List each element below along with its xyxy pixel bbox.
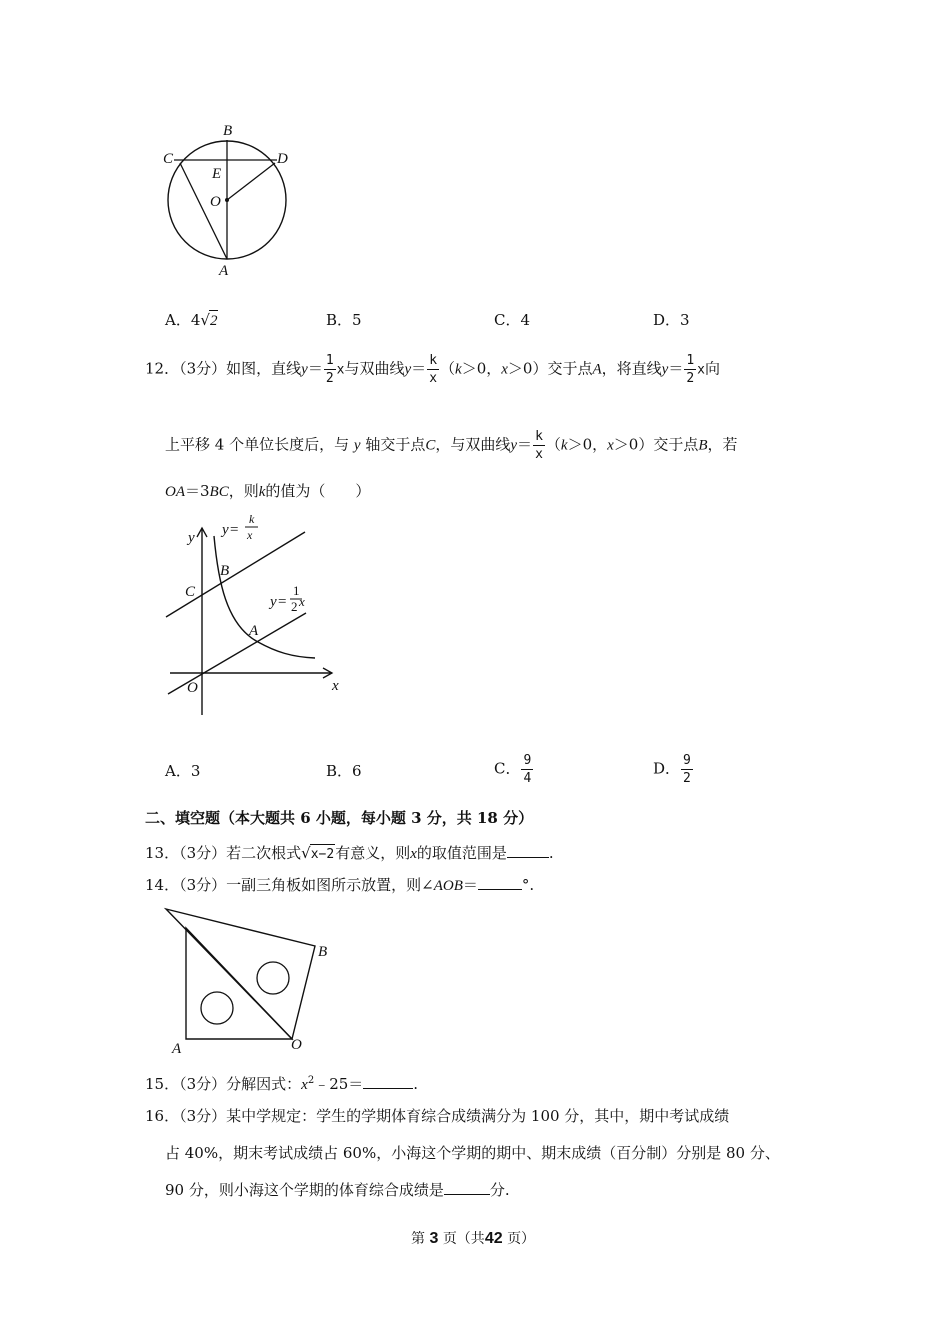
triangle-30-60 (166, 909, 315, 1039)
footer-mid: 页（共 (442, 1231, 485, 1247)
var-y: y (661, 361, 669, 378)
fraction-half (324, 352, 336, 387)
q12-text-ruo: ，若 (707, 435, 738, 454)
var-k: k (258, 484, 266, 500)
q14 (145, 875, 534, 896)
fraction-9-2 (681, 752, 693, 787)
axis-x-label: x (332, 678, 339, 694)
q12-line2 (165, 428, 738, 463)
frac-num: 9 (523, 753, 532, 768)
q13-answer-blank[interactable] (507, 857, 549, 858)
var-y: y (510, 437, 518, 454)
option-a-coef: 4 (190, 311, 201, 329)
q15 (145, 1071, 418, 1095)
line-label-x: x (299, 594, 305, 609)
q12-eq-3: ＝3 (185, 482, 210, 500)
sqrt-icon: √ (200, 311, 210, 329)
q12-line2-b: 轴交于点 (365, 435, 426, 454)
q15-number: 15． (145, 1075, 180, 1093)
eq-sign: ＝ (462, 876, 478, 894)
eq-sign: ＝ (411, 359, 427, 378)
q13-pre: （3分）若二次根式 (179, 844, 302, 862)
var-x: x (301, 1077, 308, 1093)
q12-option-c (494, 752, 534, 787)
q16-line1 (145, 1106, 729, 1126)
q15-post: ﹣25＝ (314, 1075, 364, 1093)
option-c-label: C． (494, 759, 521, 778)
line-label-den: 2 (291, 599, 298, 614)
var-k: k (560, 437, 568, 454)
option-a-label: A． (165, 311, 191, 329)
point-c: C (425, 437, 436, 454)
cond-mid: ＞0， (461, 359, 502, 378)
q16-text-3: 90 分，则小海这个学期的体育综合成绩是 (165, 1181, 444, 1199)
triangle-hole-2 (257, 962, 289, 994)
q15-end: . (413, 1075, 419, 1093)
paren-open: （ (545, 435, 561, 454)
footer-page-number: 3 (429, 1230, 439, 1247)
q12-graph-figure (160, 510, 360, 720)
option-a-radicand: 2 (209, 310, 219, 331)
q15-pre: （3分）分解因式： (179, 1075, 302, 1093)
footer-pre: 第 (411, 1231, 425, 1247)
q16-line3 (165, 1180, 510, 1200)
frac-den: 4 (523, 771, 532, 786)
q12-text-1: （3分）如图，直线 (179, 359, 302, 378)
q11-option-c: C．4 (494, 311, 531, 329)
q12-line3 (165, 481, 370, 502)
q12-line1 (145, 352, 720, 387)
label-b: B (223, 123, 233, 139)
frac-num: k (535, 429, 543, 444)
label-a: A (219, 263, 229, 279)
fraction-half (684, 352, 696, 387)
angle-aob: AOB (433, 878, 463, 894)
var-y: y (404, 361, 412, 378)
q12-line2-a: 上平移 4 个单位长度后，与 (165, 435, 350, 454)
var-x: x (336, 362, 345, 378)
point-a: A (592, 361, 602, 378)
q14-triangle-figure (160, 904, 340, 1056)
var-x: x (607, 437, 614, 454)
q16-number: 16． (145, 1107, 180, 1125)
q12-text-2: 与双曲线 (344, 359, 405, 378)
q12-option-b: B．6 (326, 762, 362, 780)
q16-line2: 占 40%，期末考试成绩占 60%，小海这个学期的期中、期末成绩（百分制）分别是 80 分、 (165, 1144, 780, 1162)
line-label-y: y (270, 594, 277, 610)
label-b: B (318, 944, 328, 960)
q14-number: 14． (145, 876, 180, 894)
q13-mid: 有意义，则 (335, 844, 411, 862)
frac-num: 9 (683, 753, 691, 768)
label-e: E (212, 166, 222, 182)
cond-end: ＞0）交于点 (507, 359, 593, 378)
exponent: 2 (307, 1075, 315, 1086)
origin-label: O (187, 680, 198, 696)
point-c-label: C (185, 584, 196, 600)
sqrt-icon: √ (301, 844, 311, 862)
segment-oa: OA (165, 484, 185, 500)
paren-open: （ (440, 359, 456, 378)
eq-sign: ＝ (307, 359, 323, 378)
q15-answer-blank[interactable] (363, 1088, 413, 1089)
frac-den: x (429, 371, 438, 386)
label-d: D (277, 151, 288, 167)
frac-den: x (535, 447, 543, 462)
fraction-k-over-x (427, 352, 439, 387)
hyper-label-x: x (247, 528, 253, 542)
cond-end: ＞0）交于点 (613, 435, 699, 454)
var-x: x (697, 362, 705, 378)
frac-num: k (429, 353, 438, 368)
q16-text-1: （3分）某中学规定：学生的学期体育综合成绩满分为 100 分，其中，期中考试成绩 (179, 1107, 730, 1125)
q13 (145, 843, 554, 865)
line-label-eq: = (278, 594, 287, 610)
q12-line2-c: ，与双曲线 (435, 435, 511, 454)
label-o: O (210, 194, 221, 210)
q12-text-ze: ，则 (228, 482, 259, 500)
frac-num: 1 (325, 353, 334, 368)
frac-den: 2 (325, 371, 334, 386)
q11-option-a (165, 310, 218, 331)
radius-od (227, 163, 275, 200)
frac-den: 2 (686, 371, 695, 386)
point-b-label: B (220, 563, 230, 579)
point-a-label: A (249, 623, 259, 639)
label-a: A (172, 1041, 182, 1056)
q14-answer-blank[interactable] (478, 889, 522, 890)
label-c: C (163, 151, 174, 167)
hyper-label-k: k (249, 512, 255, 526)
q12-text-3: ，将直线 (601, 359, 662, 378)
frac-den: 2 (683, 771, 691, 786)
q14-pre: （3分）一副三角板如图所示放置，则∠ (179, 876, 434, 894)
cond-mid: ＞0， (567, 435, 608, 454)
var-y: y (301, 361, 308, 378)
q13-radicand: x−2 (310, 844, 335, 865)
var-x: x (410, 846, 417, 862)
frac-num: 1 (686, 353, 695, 368)
q12-option-a: A．3 (165, 762, 201, 780)
q16-text-end: 分. (489, 1181, 510, 1199)
hyper-label-y: y (222, 522, 229, 538)
hyper-label-eq: = (230, 522, 239, 538)
line-label-num: 1 (293, 583, 300, 598)
q12-option-d (653, 752, 694, 787)
page-footer (411, 1229, 535, 1249)
q12-number: 12． (145, 359, 180, 378)
var-y: y (353, 437, 361, 454)
var-x: x (501, 361, 508, 378)
fraction-9-4 (521, 752, 533, 787)
section-2-heading: 二、填空题（本大题共 6 小题，每小题 3 分，共 18 分） (145, 809, 534, 827)
q11-circle-figure (155, 118, 295, 283)
q13-end: . (548, 844, 554, 862)
q12-text-4: 向 (705, 359, 721, 378)
option-d-label: D． (653, 759, 681, 778)
footer-post: 页） (507, 1231, 536, 1247)
q14-end: °. (521, 876, 535, 894)
q16-answer-blank[interactable] (444, 1194, 490, 1195)
center-dot (225, 198, 229, 202)
footer-total-pages: 42 (484, 1230, 503, 1247)
label-o: O (291, 1037, 302, 1053)
q12-question: 的值为（ ） (265, 482, 371, 500)
eq-sign: ＝ (668, 359, 684, 378)
q11-option-d: D．3 (653, 311, 690, 329)
q11-option-b: B．5 (326, 311, 362, 329)
eq-sign: ＝ (517, 435, 533, 454)
axis-y-label: y (188, 530, 195, 546)
point-b: B (698, 437, 708, 454)
q13-number: 13． (145, 844, 180, 862)
fraction-k-over-x (533, 428, 545, 463)
q13-post: 的取值范围是 (416, 844, 507, 862)
var-k: k (455, 361, 462, 378)
segment-bc: BC (209, 484, 229, 500)
triangle-hole-1 (201, 992, 233, 1024)
